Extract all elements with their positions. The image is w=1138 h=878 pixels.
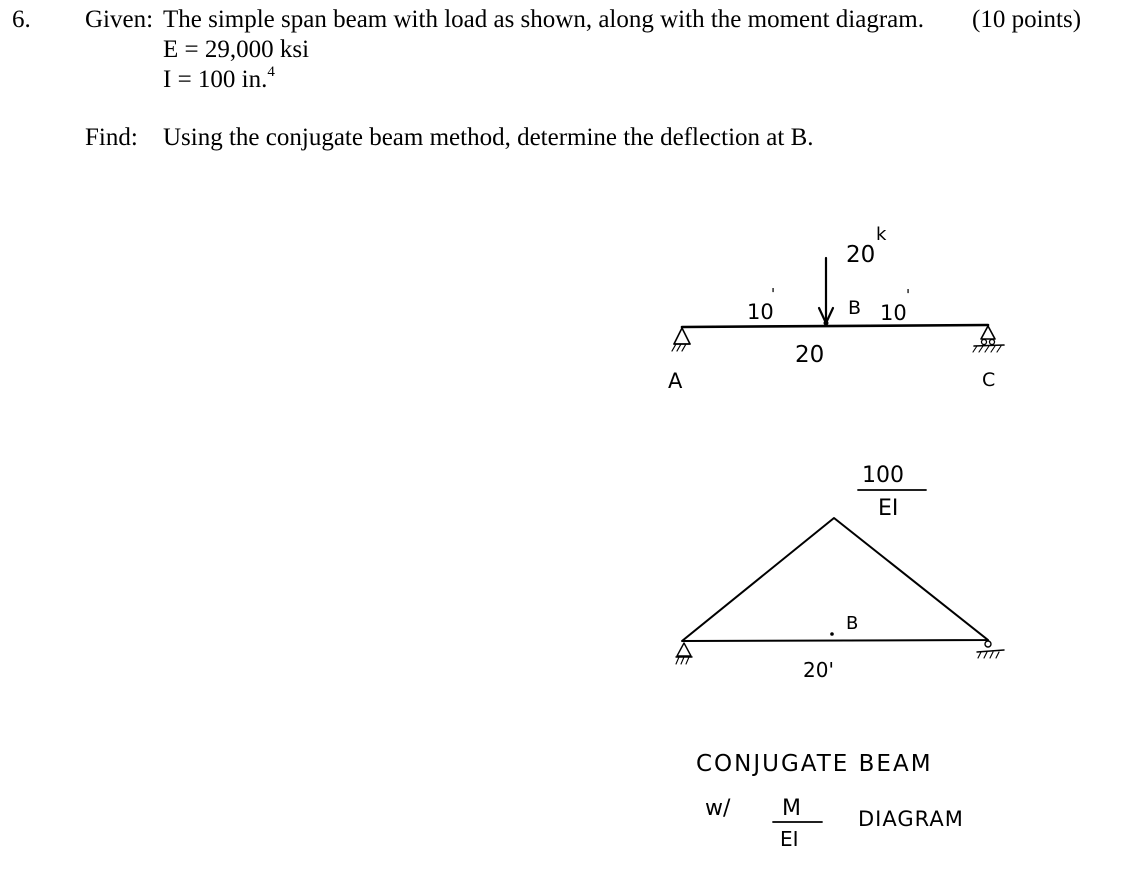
support-a-label: A (668, 369, 683, 393)
left-span-prime: ' (771, 285, 776, 303)
caption-fraction-den: EI (780, 827, 799, 851)
left-span-label: 10 (747, 300, 774, 324)
caption-line1: CONJUGATE BEAM (696, 751, 933, 777)
inertia-exponent: 4 (267, 64, 275, 80)
total-span-label: 20 (795, 342, 825, 368)
caption-suffix: DIAGRAM (858, 807, 964, 831)
pin-support-a-icon (672, 328, 690, 351)
peak-moment-numerator: 100 (862, 463, 904, 488)
point-b-label: B (848, 297, 862, 319)
moment-point-b-label: B (846, 613, 859, 634)
point-b-marker (824, 321, 829, 326)
find-text: Using the conjugate beam method, determine the deflection at B. (163, 124, 814, 151)
moment-span-label: 20' (803, 658, 834, 682)
given-label: Given: (85, 6, 154, 33)
load-unit: k (876, 224, 887, 245)
pin-support-moment-left-icon (676, 643, 692, 664)
roller-support-c-icon (973, 326, 1004, 352)
problem-number: 6. (12, 6, 31, 33)
moment-point-b-marker (830, 632, 834, 636)
moment-triangle (682, 518, 988, 641)
find-label: Find: (85, 124, 138, 151)
caption-prefix: w/ (705, 796, 731, 821)
peak-moment-denominator: EI (878, 496, 899, 521)
inertia-base: I = 100 in. (163, 66, 268, 93)
roller-support-moment-right-icon (977, 641, 1004, 658)
given-text: The simple span beam with load as shown, along with the moment diagram. (163, 6, 924, 33)
beam-line (682, 325, 988, 327)
modulus-value: E = 29,000 ksi (163, 36, 310, 63)
points-value: (10 points) (972, 6, 1082, 33)
support-c-label: C (982, 369, 996, 391)
caption-fraction-num: M (782, 796, 801, 821)
right-span-label: 10 (880, 301, 907, 325)
right-span-prime: ' (906, 286, 911, 304)
load-arrow (819, 258, 833, 323)
load-value: 20 (846, 242, 876, 268)
